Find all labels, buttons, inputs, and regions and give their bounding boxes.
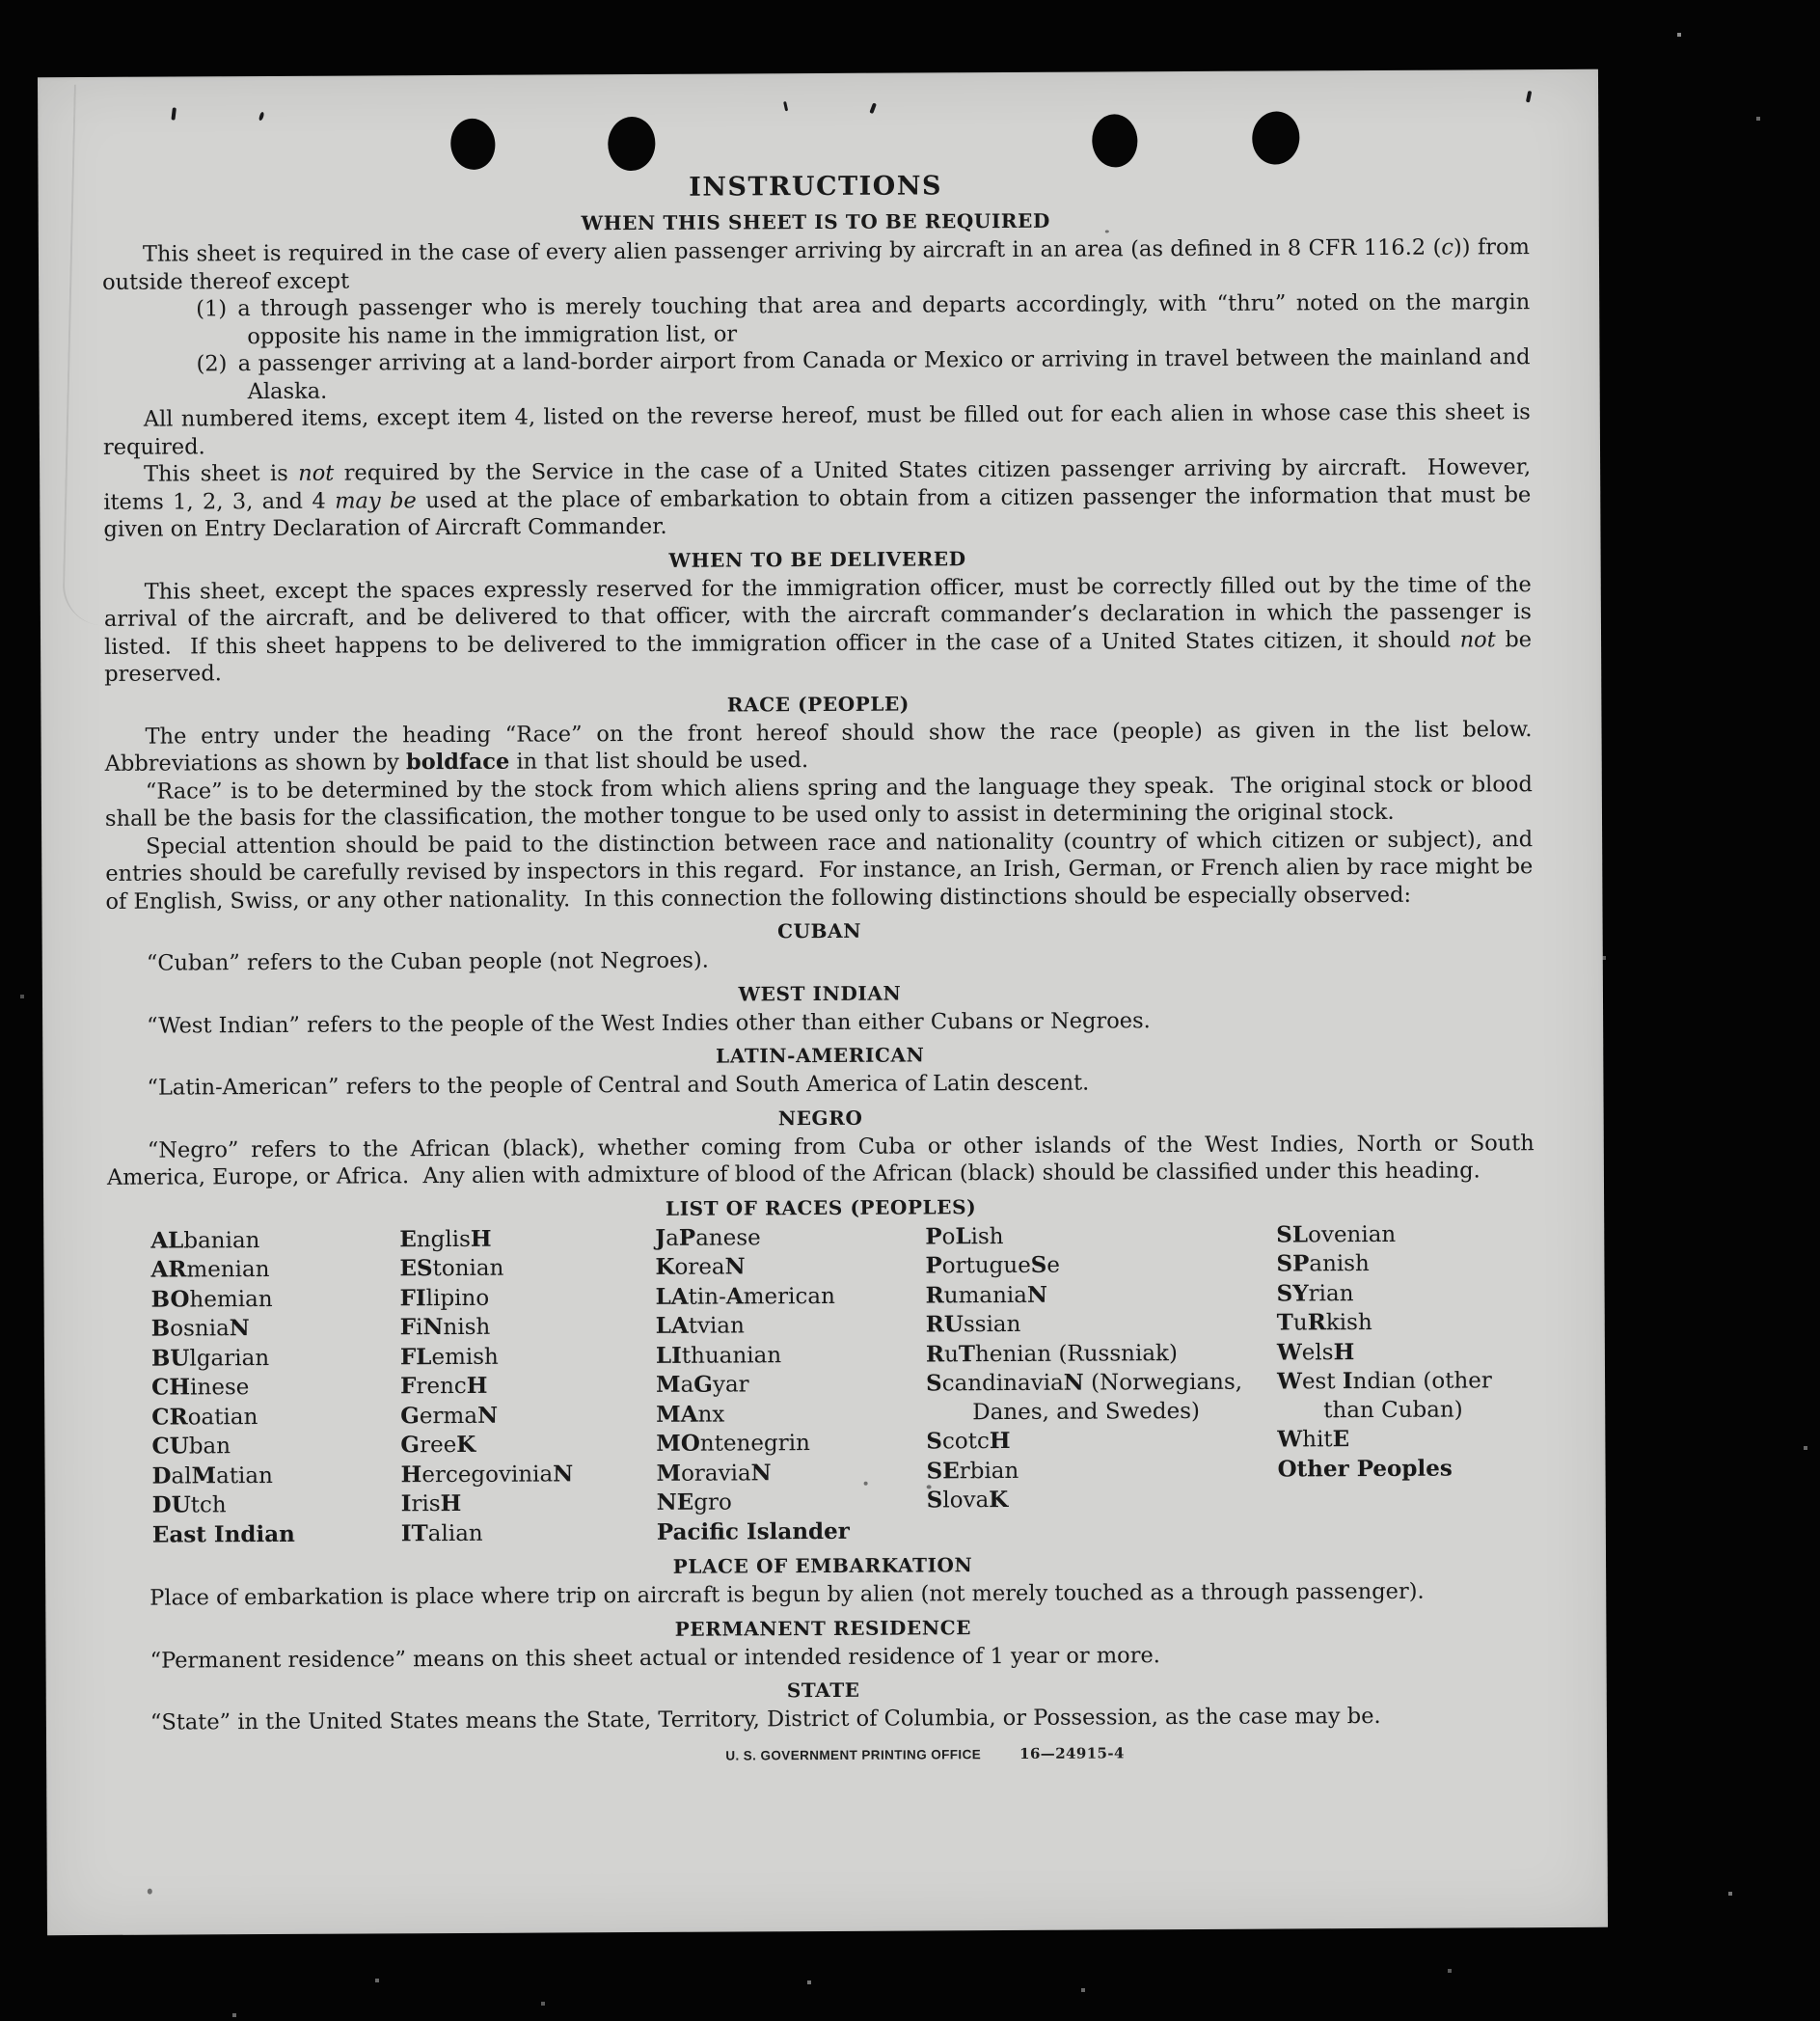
- race-item: SPanish: [1276, 1250, 1370, 1277]
- race-item: LAtvian: [655, 1312, 745, 1339]
- race-item: BOhemian: [150, 1285, 273, 1313]
- heading-cuban: CUBAN: [777, 918, 862, 943]
- document-content: [101, 69, 1546, 1767]
- race-item: ALbanian: [150, 1226, 260, 1254]
- race-item: ScandinaviaN (Norwegians, Danes, and Swedes): [925, 1369, 1243, 1425]
- printer-imprint: [211, 1741, 1639, 1767]
- race-item: JaPanese: [655, 1224, 761, 1251]
- race-item: RUssian: [925, 1311, 1021, 1338]
- heading-list-of-races: LIST OF RACES (PEOPLES): [665, 1194, 977, 1220]
- form-code: 16—24915-4: [1019, 1743, 1125, 1762]
- race-column: [655, 1222, 927, 1547]
- race-item: SLovenian: [1276, 1220, 1397, 1248]
- paragraph: Special attention should be paid to the distinction between race and nationality (country of which citizen or subject), and entries should be carefully revised by inspectors in this regard. For instance, an Irish, German, or French alien by race might be of English, Swiss, or any other nationality. In this connection the following distinctions should be especially observed:: [105, 826, 1540, 915]
- paragraph-definition: “Negro” refers to the African (black), whether coming from Cuba or other islands of the West Indies, North or South America, Europe, or Africa. Any alien with admixture of blood of the African (black) should be classified under this heading.: [106, 1130, 1541, 1190]
- race-item: RumaniaN: [925, 1281, 1048, 1308]
- paragraph: This sheet, except the spaces expressly reserved for the immigration officer, must be correctly filled out by the time of the arrival of the aircraft, and be delivered to that officer, with the aircraft commander’s declaration in which the passenger is listed. If this sheet happens to be delivered to the immigration officer in the case of a United States citizen, it should not be preserved.: [103, 571, 1539, 687]
- item-number: (1): [196, 296, 228, 322]
- item-text: a passenger arriving at a land-border airport from Canada or Mexico or arriving in travel between the mainland and Alaska.: [237, 344, 1537, 404]
- paragraph-definition: “Cuban” refers to the Cuban people (not Negroes).: [146, 947, 709, 976]
- paragraph-definition: “West Indian” refers to the people of the West Indies other than either Cubans or Negroes.: [147, 1007, 1151, 1039]
- heading-negro: NEGRO: [777, 1106, 863, 1130]
- race-item: KoreaN: [655, 1253, 746, 1280]
- numbered-item-2: [102, 343, 1537, 406]
- paragraph: This sheet is not required by the Service in the case of a United States citizen passenger arriving by aircraft. However, items 1, 2, 3, and 4 may be used at the place of embarkation to obtain from a citizen passenger the information that must be given on Entry Declaration of Aircraft Commander.: [103, 454, 1538, 542]
- race-item: LIthuanian: [655, 1342, 782, 1369]
- heading-state: STATE: [786, 1678, 860, 1703]
- race-item: FrencH: [400, 1372, 488, 1400]
- page-title: INSTRUCTIONS: [689, 171, 943, 203]
- race-column: [1276, 1219, 1535, 1544]
- paragraph: “State” in the United States means the State, Territory, District of Columbia, or Possession, as the case may be.: [149, 1703, 1381, 1735]
- heading-when-required: WHEN THIS SHEET IS TO BE REQUIRED: [581, 208, 1050, 235]
- race-item: FIlipino: [399, 1284, 490, 1311]
- race-item: PoLish: [925, 1222, 1004, 1249]
- item-number: (2): [196, 351, 228, 377]
- race-item: EnglisH: [399, 1225, 492, 1252]
- race-item: ScotcH: [926, 1427, 1011, 1455]
- race-item: DalMatian: [151, 1461, 273, 1489]
- race-item: ARmenian: [150, 1256, 270, 1283]
- race-item: BosniaN: [150, 1315, 250, 1342]
- item-text: a through passenger who is merely touching that area and departs accordingly, with “thru” noted on the margin opposite his name in the immigration list, or: [237, 289, 1537, 349]
- race-item: SErbian: [926, 1457, 1019, 1484]
- race-item: MaGyar: [656, 1371, 749, 1398]
- race-item: TuRkish: [1276, 1309, 1372, 1336]
- race-item: MOntenegrin: [656, 1430, 810, 1457]
- ink-spot: [148, 1889, 152, 1895]
- race-item: EStonian: [399, 1255, 504, 1282]
- race-item: NEgro: [656, 1488, 732, 1516]
- race-item: Pacific Islander: [656, 1517, 850, 1545]
- film-dust-specks: [0, 0, 2, 2]
- heading-place-of-embarkation: PLACE OF EMBARKATION: [672, 1553, 973, 1578]
- race-item: East Indian: [151, 1520, 295, 1548]
- numbered-item-1: [102, 288, 1537, 351]
- race-item: Other Peoples: [1277, 1455, 1453, 1483]
- paragraph: “Race” is to be determined by the stock from which aliens spring and the language they speak. The original stock or blood shall be the basis for the classification, the mother tongue to be used only to assist in determining the original stock.: [104, 771, 1540, 832]
- race-item: MAnx: [656, 1401, 725, 1428]
- race-item: HercegoviniaN: [400, 1460, 574, 1488]
- race-column: [150, 1225, 401, 1550]
- paragraph-definition: “Latin-American” refers to the people of Central and South America of Latin descent.: [147, 1070, 1090, 1101]
- race-item: WelsH: [1276, 1338, 1355, 1366]
- race-item: RuThenian (Russniak): [925, 1340, 1178, 1367]
- race-item: FiNnish: [399, 1314, 491, 1341]
- printer-name: U. S. GOVERNMENT PRINTING OFFICE: [725, 1746, 982, 1763]
- race-item: GermaN: [400, 1402, 499, 1429]
- heading-when-delivered: WHEN TO BE DELIVERED: [668, 546, 966, 572]
- paragraph: “Permanent residence” means on this sheet actual or intended residence of 1 year or more.: [149, 1642, 1160, 1674]
- heading-permanent-residence: PERMANENT RESIDENCE: [674, 1615, 972, 1641]
- race-item: DUtch: [151, 1491, 227, 1518]
- race-item: FLemish: [399, 1343, 499, 1370]
- race-item: MoraviaN: [656, 1459, 772, 1487]
- race-item: BUlgarian: [150, 1344, 270, 1372]
- race-item: WhitE: [1277, 1426, 1350, 1453]
- race-item: IrisH: [400, 1489, 462, 1517]
- races-list: [107, 1219, 1536, 1550]
- race-item: West Indian (other than Cuban): [1276, 1368, 1492, 1423]
- paragraph: The entry under the heading “Race” on the front hereof should show the race (people) as given in the list below. Abbreviations as shown by boldface in that list should be used.: [104, 716, 1546, 777]
- race-item: CHinese: [151, 1374, 250, 1401]
- race-item: SYrian: [1276, 1279, 1354, 1307]
- heading-race-people: RACE (PEOPLE): [726, 692, 910, 717]
- paragraph: Place of embarkation is place where trip on aircraft is begun by alien (not merely touched as a through passenger).: [149, 1578, 1425, 1611]
- race-column: [399, 1223, 657, 1548]
- race-item: LAtin-American: [655, 1282, 835, 1310]
- document-sheet: [38, 69, 1608, 1935]
- race-item: PortugueSe: [925, 1251, 1061, 1279]
- heading-west-indian: WEST INDIAN: [738, 981, 902, 1005]
- paragraph: All numbered items, except item 4, listed on the reverse hereof, must be filled out for each alien in whose case this sheet is required.: [102, 399, 1538, 460]
- race-item: CUban: [151, 1433, 231, 1460]
- heading-latin-american: LATIN-AMERICAN: [716, 1043, 925, 1068]
- race-item: GreeK: [400, 1431, 476, 1459]
- race-column: [925, 1220, 1278, 1545]
- race-item: SlovaK: [926, 1487, 1009, 1514]
- race-item: ITalian: [400, 1519, 483, 1546]
- paragraph-intro: This sheet is required in the case of every alien passenger arriving by aircraft in an area (as defined in 8 CFR 116.2 (c)) from outside thereof except: [102, 234, 1537, 295]
- race-item: CRoatian: [151, 1403, 258, 1431]
